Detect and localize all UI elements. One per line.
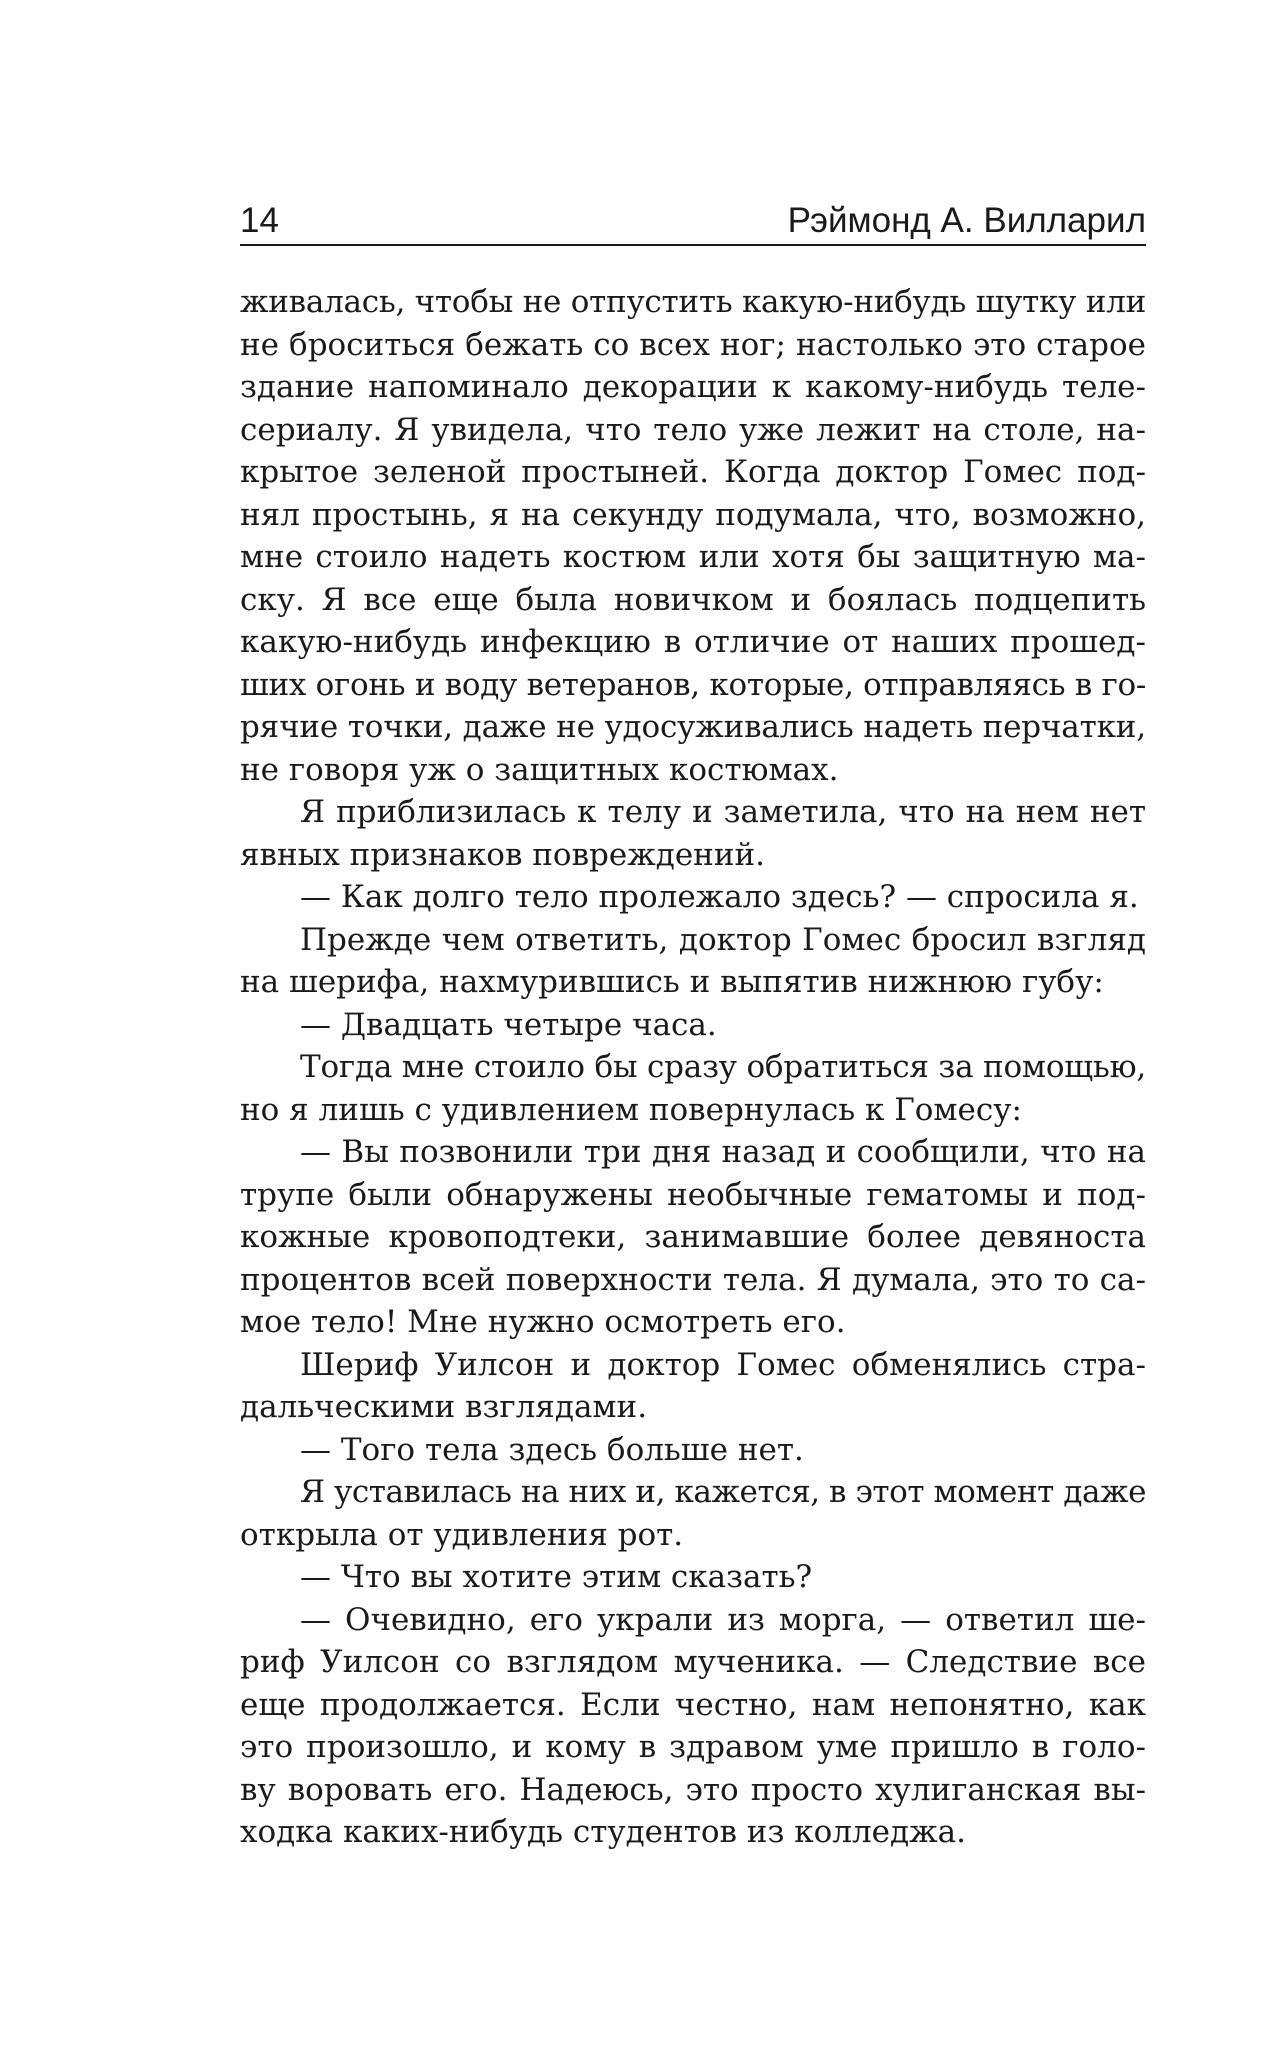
running-head-author: Рэймонд А. Вилларил: [787, 201, 1146, 240]
page-number: 14: [240, 201, 279, 240]
text-line: ших огонь и воду ветеранов, которые, отправляясь в го-: [240, 666, 1146, 703]
text-line: не броситься бежать со всех ног; настолько это старое: [240, 326, 1146, 363]
text-line: трупе были обнаружены необычные гематомы и под-: [240, 1176, 1146, 1213]
text-line: процентов всей поверхности тела. Я думала, это то са-: [240, 1261, 1146, 1298]
body-text: [240, 281, 1146, 1854]
text-line: не говоря уж о защитных костюмах.: [240, 751, 839, 788]
text-line: кожные кровоподтеки, занимавшие более девяноста: [240, 1219, 1146, 1255]
text-line: еще продолжается. Если честно, нам непонятно, как: [240, 1686, 1146, 1723]
text-line: рячие точки, даже не удосуживались надеть перчатки,: [240, 709, 1146, 745]
text-line: риф Уилсон со взглядом мученика. — Следствие все: [240, 1644, 1146, 1680]
text-line: Прежде чем ответить, доктор Гомес бросил взгляд: [300, 921, 1146, 958]
text-line: Я уставилась на них и, кажется, в этот момент даже: [300, 1474, 1146, 1510]
text-line: — Очевидно, его украли из морга, — ответил ше-: [300, 1601, 1146, 1638]
text-line: живалась, чтобы не отпустить какую-нибудь шутку или: [240, 284, 1146, 320]
text-line: ску. Я все еще была новичком и боялась подцепить: [240, 581, 1146, 618]
text-line: — Двадцать четыре часа.: [300, 1006, 717, 1043]
text-line: на шерифа, нахмурившись и выпятив нижнюю губу:: [240, 964, 1104, 1000]
text-line: мне стоило надеть костюм или хотя бы защитную ма-: [240, 539, 1146, 575]
text-line: дальческими взглядами.: [240, 1389, 648, 1425]
running-head: [240, 188, 1146, 244]
text-line: Шериф Уилсон и доктор Гомес обменялись стра-: [300, 1346, 1146, 1383]
text-line: открыла от удивления рот.: [240, 1516, 684, 1553]
text-line: — Как долго тело пролежало здесь? — спросила я.: [300, 879, 1139, 915]
text-line: мое тело! Мне нужно осмотреть его.: [240, 1304, 846, 1340]
text-line: сериалу. Я увидела, что тело уже лежит на столе, на-: [240, 411, 1146, 448]
text-line: явных признаков повреждений.: [240, 836, 766, 873]
text-line: но я лишь с удивлением повернулась к Гомесу:: [240, 1091, 1022, 1128]
text-line: — Того тела здесь больше нет.: [300, 1431, 804, 1468]
text-line: Я приблизилась к телу и заметила, что на нем нет: [300, 794, 1146, 830]
text-line: здание напоминало декорации к какому-нибудь теле-: [240, 369, 1146, 405]
text-line: крытое зеленой простыней. Когда доктор Гомес под-: [240, 454, 1146, 490]
text-line: это произошло, и кому в здравом уме пришло в голо-: [240, 1729, 1146, 1765]
header-rule: [240, 244, 1146, 246]
text-line: Тогда мне стоило бы сразу обратиться за помощью,: [300, 1049, 1146, 1085]
text-line: ву воровать его. Надеюсь, это просто хулиганская вы-: [240, 1771, 1146, 1808]
text-line: какую-нибудь инфекцию в отличие от наших прошед-: [240, 624, 1146, 660]
text-line: — Что вы хотите этим сказать?: [300, 1559, 813, 1595]
text-line: — Вы позвонили три дня назад и сообщили, что на: [300, 1134, 1146, 1170]
text-line: ходка каких-нибудь студентов из колледжа.: [240, 1814, 966, 1850]
text-line: нял простынь, я на секунду подумала, что, возможно,: [240, 496, 1146, 533]
